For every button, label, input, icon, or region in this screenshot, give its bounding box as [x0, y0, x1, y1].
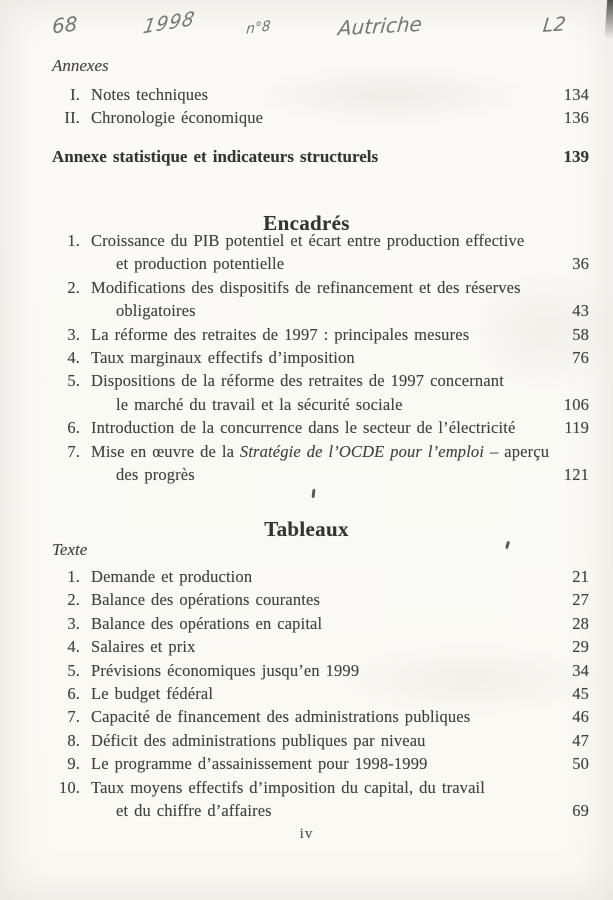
entry-title: Taux moyens effectifs d’imposition du capital, du travail	[91, 777, 486, 797]
entry-page: 45	[572, 684, 589, 704]
entry-title-continued: le marché du travail et la sécurité sociale	[116, 394, 403, 414]
handwritten-year: 1998	[141, 7, 197, 39]
handwritten-number: 68	[52, 11, 78, 39]
entry-number: 8.	[67, 730, 80, 750]
toc-entry	[52, 229, 589, 276]
toc-entry	[52, 416, 589, 439]
handwritten-issue: n°8	[245, 18, 272, 38]
entry-page: 46	[572, 707, 589, 727]
entry-title-continued: obligatoires	[116, 301, 196, 321]
entry-number: 4.	[67, 637, 80, 657]
entry-number: 9.	[67, 754, 80, 774]
entry-page: 27	[572, 590, 589, 610]
entry-title: Le programme d’assainissement pour 1998-1999	[91, 754, 428, 774]
entry-number: 5.	[67, 371, 80, 391]
entry-title: Croissance du PIB potentiel et écart entre production effective	[91, 231, 525, 250]
entry-number: 1.	[67, 231, 80, 250]
entry-page: 47	[572, 730, 589, 750]
handwritten-country: Autriche	[337, 11, 423, 41]
handwritten-code: L2	[541, 13, 567, 37]
page-folio: iv	[299, 826, 314, 842]
entry-number: 7.	[67, 441, 80, 461]
entry-page: 106	[563, 394, 589, 414]
entry-number: 3.	[67, 324, 80, 344]
entry-number: 7.	[67, 707, 80, 727]
entry-page: 139	[563, 146, 589, 166]
entry-title: Demande et production	[91, 567, 253, 586]
entry-title-continued: et du chiffre d’affaires	[116, 801, 272, 821]
entry-number: I.	[70, 85, 80, 104]
entry-title: Capacité de financement des administrations publiques	[91, 707, 471, 727]
ink-speck	[311, 489, 315, 498]
entry-number: 6.	[67, 684, 80, 704]
entry-page: 76	[572, 348, 589, 368]
entry-number: 3.	[67, 613, 80, 633]
encadres-section	[52, 229, 589, 486]
entry-page: 36	[572, 254, 589, 274]
entry-number: 6.	[67, 418, 80, 438]
entry-page: 29	[572, 637, 589, 657]
toc-entry	[52, 659, 589, 682]
entry-title: Déficit des administrations publiques par niveau	[91, 730, 426, 750]
ink-speck	[505, 541, 510, 550]
entry-number: 2.	[67, 277, 80, 297]
entry-title: Balance des opérations courantes	[91, 590, 321, 610]
entry-title: Taux marginaux effectifs d’imposition	[91, 348, 355, 368]
tableaux-heading: Tableaux	[264, 517, 349, 542]
entry-title: La réforme des retraites de 1997 : principales mesures	[91, 324, 470, 344]
toc-entry	[52, 776, 589, 823]
entry-page: 134	[563, 85, 589, 104]
entry-title: Balance des opérations en capital	[91, 613, 323, 633]
annexes-title: Annexes	[52, 56, 109, 75]
entry-title: Modifications des dispositifs de refinancement et des réserves	[91, 277, 521, 297]
entry-number: II.	[64, 108, 80, 128]
entry-page: 43	[572, 301, 589, 321]
toc-entry	[52, 612, 589, 635]
entry-number: 2.	[67, 590, 80, 610]
entry-title-continued: et production potentielle	[116, 254, 285, 274]
toc-entry	[52, 323, 589, 346]
toc-entry	[52, 635, 589, 658]
toc-entry	[52, 705, 589, 728]
toc-entry	[52, 565, 589, 588]
entry-page: 69	[572, 801, 589, 821]
entry-title: Le budget fédéral	[91, 684, 214, 704]
toc-entry	[52, 106, 589, 129]
entry-number: 5.	[67, 660, 80, 680]
entry-page: 119	[564, 418, 589, 438]
entry-title: Annexe statistique et indicateurs structurels	[52, 146, 379, 166]
toc-entry	[52, 346, 589, 369]
entry-title: Chronologie économique	[91, 108, 264, 128]
entry-page: 50	[572, 754, 589, 774]
tableaux-section	[52, 565, 589, 822]
toc-entry	[52, 83, 589, 106]
texte-subheading: Texte	[52, 540, 88, 559]
toc-entry	[52, 369, 589, 416]
entry-page: 58	[572, 324, 589, 344]
entry-title: Dispositions de la réforme des retraites de 1997 concernant	[91, 371, 504, 391]
entry-title: Mise en œuvre de la Stratégie de l’OCDE pour l’emploi – aperçu	[91, 441, 550, 461]
encadres-heading: Encadrés	[263, 211, 350, 236]
entry-title: Salaires et prix	[91, 637, 196, 657]
entry-page: 28	[572, 613, 589, 633]
entry-page: 21	[572, 567, 589, 586]
entry-title: Notes techniques	[91, 85, 209, 104]
toc-entry	[52, 276, 589, 323]
entry-number: 1.	[67, 567, 80, 586]
entry-page: 136	[563, 108, 589, 128]
entry-title-continued: des progrès	[116, 465, 195, 485]
entry-title: Introduction de la concurrence dans le secteur de l’électricité	[91, 418, 516, 438]
toc-entry	[52, 752, 589, 775]
toc-entry	[52, 440, 589, 487]
toc-entry	[52, 682, 589, 705]
entry-page: 34	[572, 660, 589, 680]
toc-entry	[52, 588, 589, 611]
entry-number: 4.	[67, 348, 80, 368]
entry-title-italic: Stratégie de l’OCDE pour l’emploi	[239, 441, 485, 461]
statistical-annex-entry	[52, 145, 589, 168]
scan-edge-mark	[604, 0, 613, 39]
entry-page: 121	[563, 465, 589, 485]
annexes-section	[52, 56, 589, 168]
toc-entry	[52, 729, 589, 752]
entry-number: 10.	[58, 777, 80, 797]
entry-title: Prévisions économiques jusqu’en 1999	[91, 660, 360, 680]
